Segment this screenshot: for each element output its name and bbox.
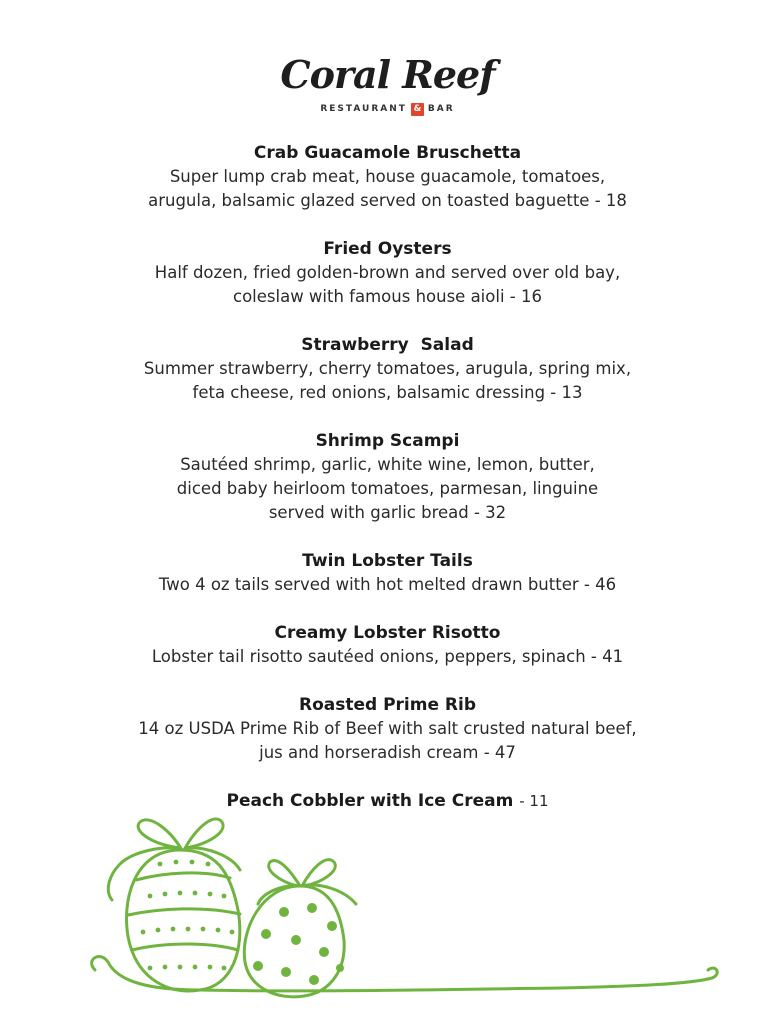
menu-item-name-text: Peach Cobbler with Ice Cream (226, 791, 514, 811)
logo-sub-bar: BAR (427, 104, 455, 114)
logo-subtitle (320, 103, 454, 116)
menu-item-name: Twin Lobster Tails (302, 551, 473, 571)
menu-item-description: Half dozen, fried golden-brown and served over old bay, coleslaw with famous house aioli - 16 (154, 263, 621, 306)
menu-item-name: Strawberry Salad (301, 335, 474, 355)
menu-item-name: Crab Guacamole Bruschetta (253, 143, 522, 163)
menu-item (60, 549, 715, 597)
restaurant-logo (0, 52, 775, 132)
menu-item-description: Summer strawberry, cherry tomatoes, arugula, spring mix, feta cheese, red onions, balsamic dressing - 13 (143, 359, 632, 402)
menu-item-price: - 11 (519, 792, 549, 810)
menu-item (60, 693, 715, 765)
menu-item (60, 333, 715, 405)
menu-item-description: 14 oz USDA Prime Rib of Beef with salt crusted natural beef, jus and horseradish cream - 47 (138, 719, 637, 762)
menu-item-description: Super lump crab meat, house guacamole, tomatoes, arugula, balsamic glazed served on toasted baguette - 18 (148, 167, 627, 210)
menu-item-name: Roasted Prime Rib (298, 695, 477, 715)
logo-sub-restaurant: RESTAURANT (320, 104, 407, 114)
easter-eggs-illustration-icon (0, 800, 775, 1024)
menu-item (60, 621, 715, 669)
logo-ampersand-badge: & (411, 103, 424, 116)
menu-item-name: Creamy Lobster Risotto (274, 623, 501, 643)
menu-item-description: Two 4 oz tails served with hot melted drawn butter - 46 (158, 575, 617, 594)
menu-item-name: Fried Oysters (323, 239, 452, 259)
menu-item (60, 141, 715, 213)
menu-item-description: Sautéed shrimp, garlic, white wine, lemon, butter, diced baby heirloom tomatoes, parmesan, linguine served with garlic bread - 32 (176, 455, 599, 522)
menu-item-description: Lobster tail risotto sautéed onions, peppers, spinach - 41 (151, 647, 624, 666)
menu-list (60, 141, 715, 813)
menu-item (60, 429, 715, 525)
menu-item (60, 237, 715, 309)
menu-item-name: Shrimp Scampi (315, 431, 460, 451)
logo-name: Coral Reef (280, 52, 495, 97)
